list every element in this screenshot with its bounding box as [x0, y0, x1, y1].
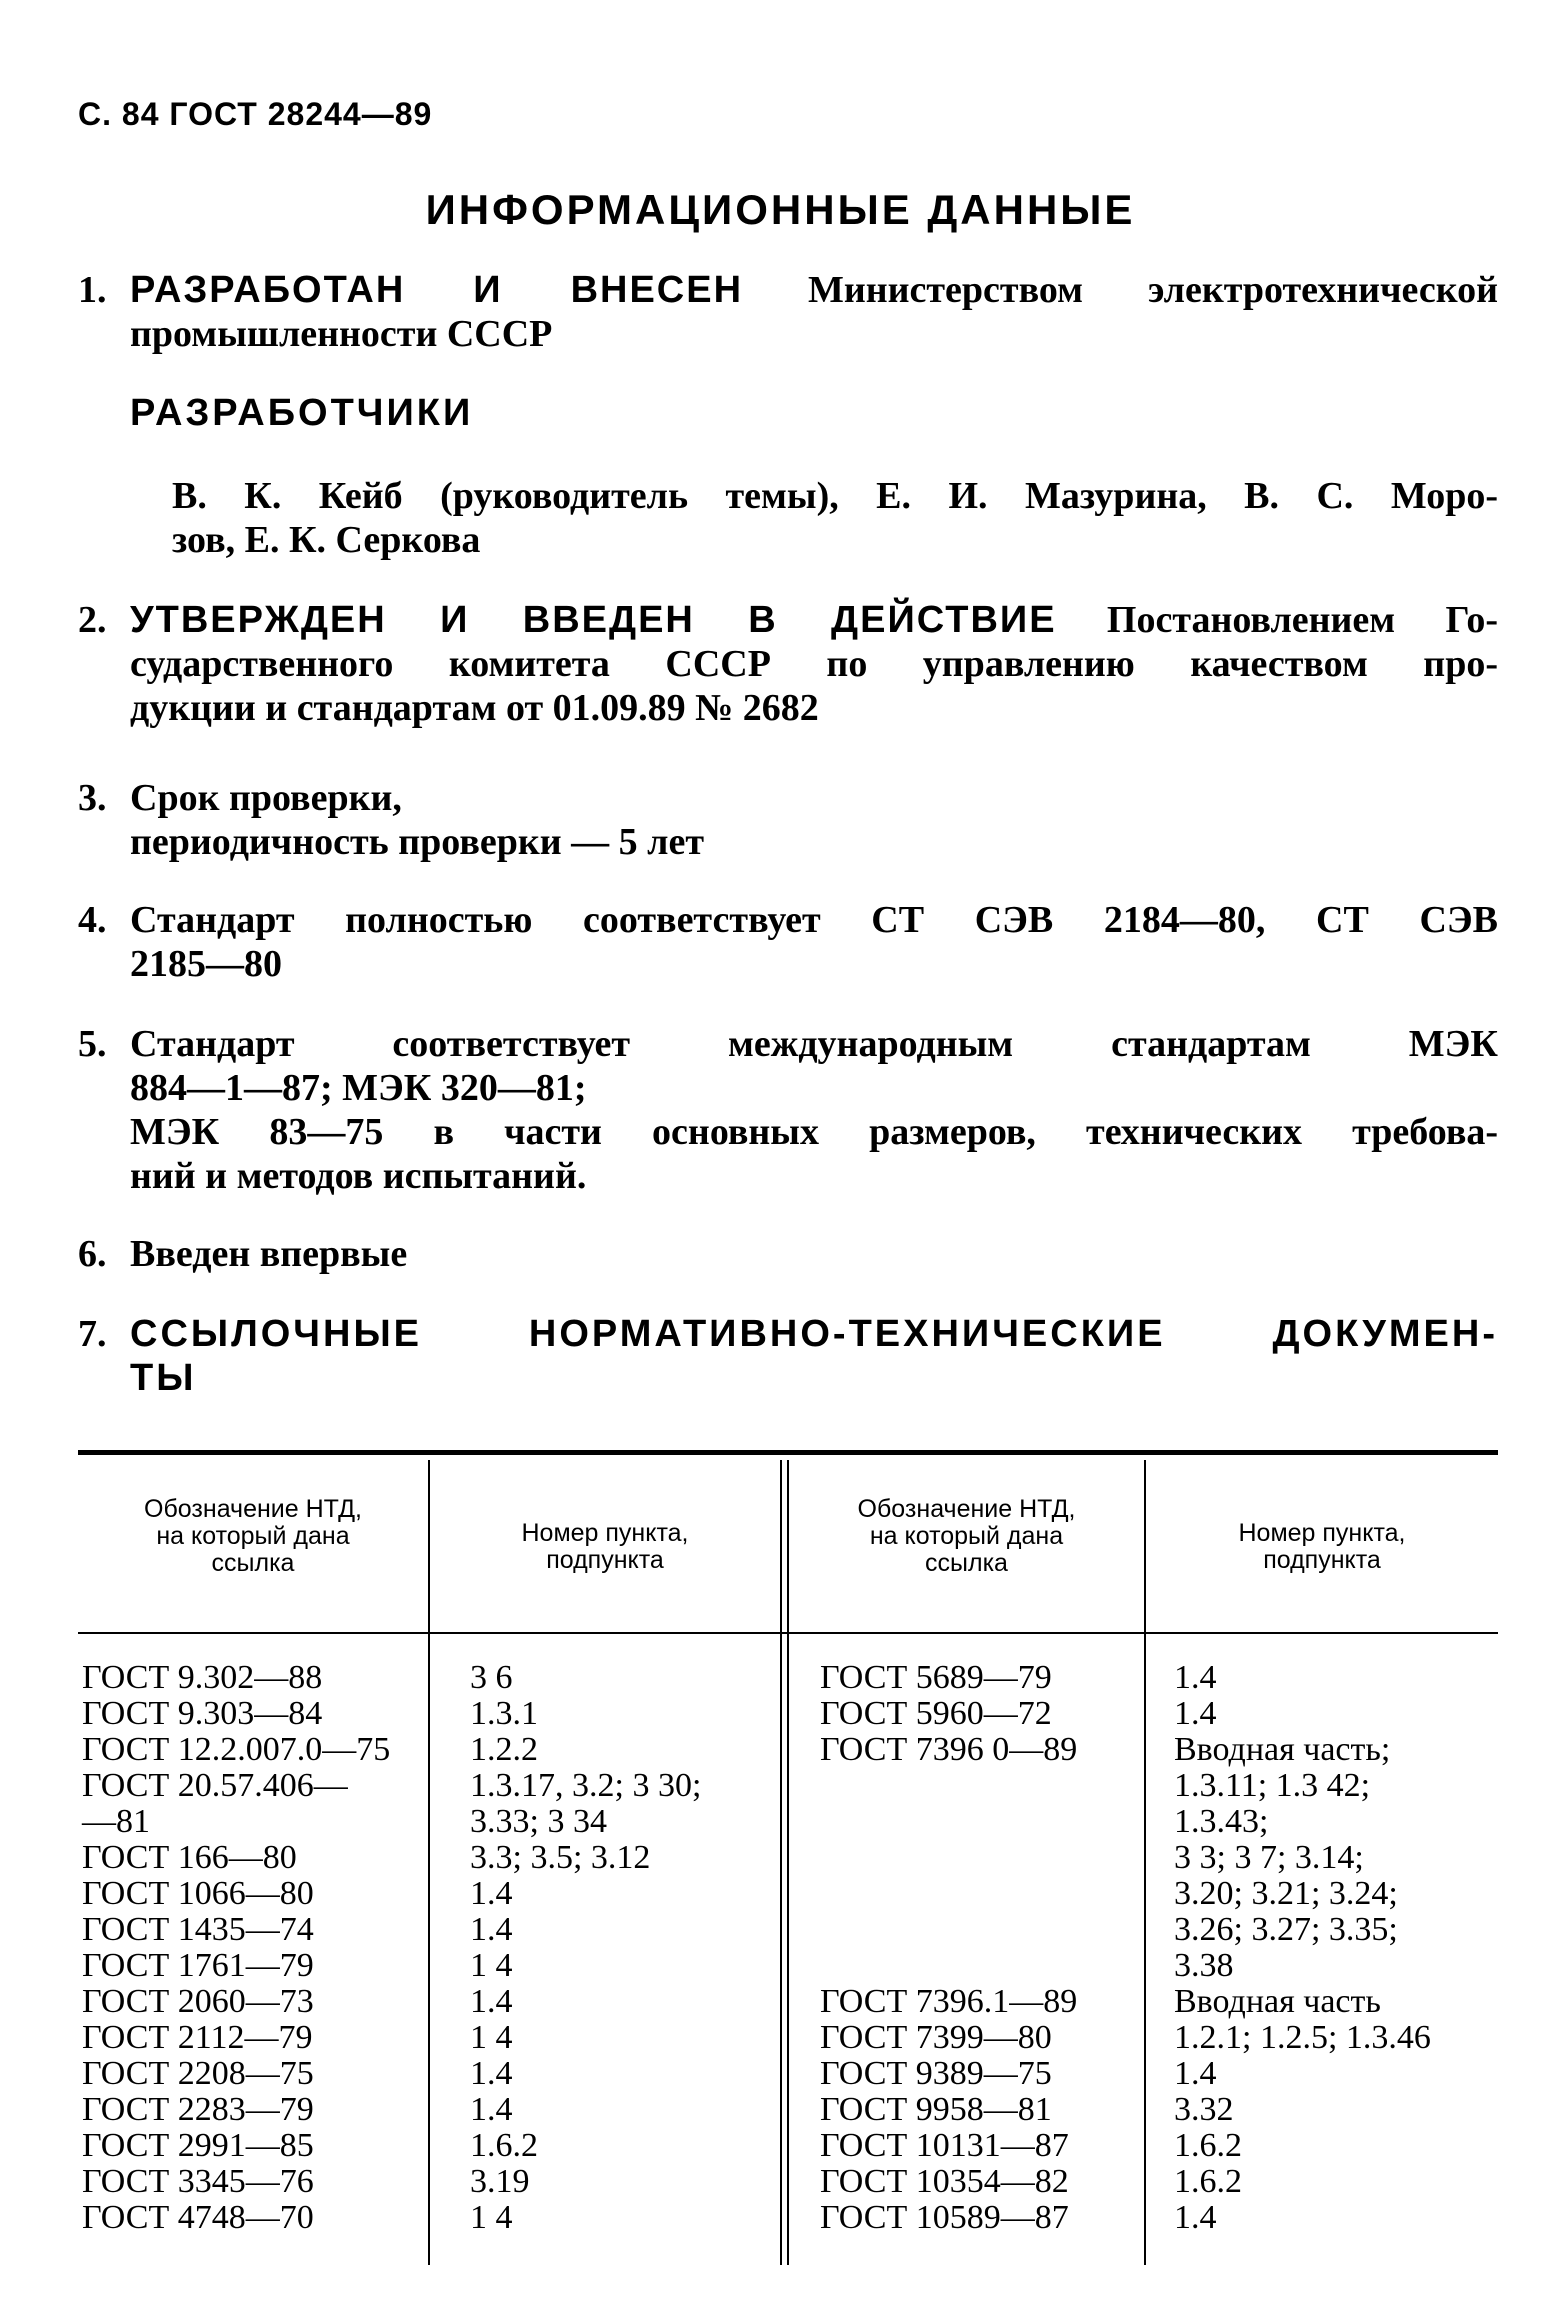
item-text: промышленности СССР	[130, 313, 553, 355]
column-designation-left	[82, 1660, 426, 2236]
table-cell-points: 3.20; 3.21; 3.24;	[1174, 1875, 1398, 1912]
reference-table	[78, 1450, 1498, 2265]
table-cell-points: 3.19	[470, 2163, 530, 2200]
table-cell-designation	[820, 1948, 1140, 1984]
table-cell-designation: ГОСТ 2060—73	[82, 1983, 314, 2020]
table-cell-designation: ГОСТ 2283—79	[82, 2091, 314, 2128]
table-cell-designation: ГОСТ 1435—74	[82, 1911, 314, 1948]
column-divider-double	[780, 1460, 782, 2265]
table-cell-designation: ГОСТ 10354—82	[820, 2163, 1069, 2200]
item-text: Постановлением Го-	[1106, 599, 1498, 641]
table-cell-points: 1.3.17, 3.2; 3 30;	[470, 1767, 702, 1804]
column-header: Обозначение НТД, на который дана ссылка	[857, 1495, 1076, 1577]
table-cell-points: 1.4	[1174, 1659, 1217, 1696]
table-cell-points: 3.38	[1174, 1947, 1234, 1984]
table-cell-points: 1.4	[1174, 2055, 1217, 2092]
table-cell-points: 1 4	[470, 2019, 513, 2056]
table-cell-points: 1.3.43;	[1174, 1803, 1269, 1840]
item-text: 2185—80	[130, 943, 282, 985]
column-header: Номер пункта, подпункта	[521, 1519, 689, 1574]
table-cell-points: 1.2.1; 1.2.5; 1.3.46	[1174, 2019, 1431, 2056]
column-header: Номер пункта, подпункта	[1238, 1519, 1406, 1574]
column-points-left	[470, 1660, 776, 2236]
column-divider	[1144, 1460, 1146, 2265]
column-points-right	[1174, 1660, 1498, 2236]
table-cell-designation: ГОСТ 1066—80	[82, 1875, 314, 1912]
table-cell-points: 3.32	[1174, 2091, 1234, 2128]
page-header: С. 84 ГОСТ 28244—89	[78, 96, 433, 132]
table-cell-points: 1.4	[1174, 2199, 1217, 2236]
table-cell-designation: ГОСТ 7399—80	[820, 2019, 1052, 2056]
item-text: Стандарт соответствует международным стандартам МЭК	[130, 1023, 1498, 1065]
table-cell-designation: ГОСТ 166—80	[82, 1839, 297, 1876]
developers-list	[172, 474, 1498, 562]
item-number: 6.	[78, 1233, 107, 1275]
table-cell-designation: ГОСТ 2208—75	[82, 2055, 314, 2092]
table-cell-points: 1.4	[470, 1875, 513, 1912]
table-cell-designation	[820, 1804, 1140, 1840]
table-cell-designation: ГОСТ 7396.1—89	[820, 1983, 1078, 2020]
table-cell-designation: ГОСТ 4748—70	[82, 2199, 314, 2236]
table-cell-points: 1.4	[470, 1983, 513, 2020]
table-cell-designation: —81	[82, 1803, 150, 1840]
table-cell-points: 1.4	[470, 1911, 513, 1948]
item-number: 2.	[78, 599, 107, 641]
item-number: 1.	[78, 269, 107, 311]
table-cell-designation: ГОСТ 9.303—84	[82, 1695, 323, 1732]
table-cell-designation: ГОСТ 5960—72	[820, 1695, 1052, 1732]
table-cell-designation: ГОСТ 2991—85	[82, 2127, 314, 2164]
item-number: 3.	[78, 777, 107, 819]
developers-heading: РАЗРАБОТЧИКИ	[130, 392, 474, 434]
item-lead: УТВЕРЖДЕН И ВВЕДЕН В ДЕЙСТВИЕ	[130, 599, 1057, 641]
item-text: Введен впервые	[130, 1233, 408, 1275]
table-cell-points: 1.4	[470, 2055, 513, 2092]
item-text: сударственного комитета СССР по управлению качеством про-	[130, 643, 1498, 685]
table-cell-points: 3.26; 3.27; 3.35;	[1174, 1911, 1398, 1948]
table-cell-designation	[820, 1840, 1140, 1876]
table-cell-points: 1.3.11; 1.3 42;	[1174, 1767, 1371, 1804]
item-lead: РАЗРАБОТАН И ВНЕСЕН	[130, 269, 744, 311]
item-number: 4.	[78, 899, 107, 941]
table-cell-designation: ГОСТ 5689—79	[820, 1659, 1052, 1696]
table-cell-designation	[820, 1876, 1140, 1912]
table-cell-points: 1 4	[470, 2199, 513, 2236]
item-text: Стандарт полностью соответствует СТ СЭВ 2184—80, СТ СЭВ	[130, 899, 1498, 941]
developers-text: В. К. Кейб (руководитель темы), Е. И. Мазурина, В. С. Моро-	[172, 475, 1498, 517]
column-header: Обозначение НТД, на который дана ссылка	[144, 1495, 362, 1577]
table-top-rule	[78, 1450, 1498, 1455]
developers-text: зов, Е. К. Серкова	[172, 519, 481, 561]
table-cell-designation	[820, 1912, 1140, 1948]
column-divider-double	[787, 1460, 789, 2265]
item-text: Министерством электротехнической	[807, 269, 1498, 311]
table-cell-points: Вводная часть	[1174, 1983, 1381, 2020]
item-text: ний и методов испытаний.	[130, 1155, 587, 1197]
table-cell-points: 1.4	[1174, 1695, 1217, 1732]
table-cell-points: 1.6.2	[1174, 2127, 1242, 2164]
item-text: ССЫЛОЧНЫЕ НОРМАТИВНО-ТЕХНИЧЕСКИЕ ДОКУМЕН-	[130, 1313, 1498, 1355]
table-cell-points: 3 3; 3 7; 3.14;	[1174, 1839, 1364, 1876]
item-text: дукции и стандартам от 01.09.89 № 2682	[130, 687, 819, 729]
table-cell-designation: ГОСТ 9958—81	[820, 2091, 1052, 2128]
table-cell-points: Вводная часть;	[1174, 1731, 1391, 1768]
table-cell-designation: ГОСТ 10589—87	[820, 2199, 1069, 2236]
table-cell-designation: ГОСТ 2112—79	[82, 2019, 313, 2056]
table-cell-designation: ГОСТ 10131—87	[820, 2127, 1069, 2164]
table-cell-designation: ГОСТ 3345—76	[82, 2163, 314, 2200]
table-cell-designation: ГОСТ 9389—75	[820, 2055, 1052, 2092]
table-cell-designation: ГОСТ 9.302—88	[82, 1659, 323, 1696]
table-cell-points: 3 6	[470, 1659, 513, 1696]
item-text: 884—1—87; МЭК 320—81;	[130, 1067, 587, 1109]
item-text: периодичность проверки — 5 лет	[130, 821, 705, 863]
table-cell-points: 1.2.2	[470, 1731, 538, 1768]
table-cell-points: 1 4	[470, 1947, 513, 1984]
item-text: МЭК 83—75 в части основных размеров, технических требова-	[130, 1111, 1498, 1153]
table-cell-points: 1.4	[470, 2091, 513, 2128]
table-cell-designation	[820, 1768, 1140, 1804]
column-designation-right	[820, 1660, 1140, 2236]
table-cell-designation: ГОСТ 20.57.406—	[82, 1767, 348, 1804]
table-cell-points: 1.6.2	[470, 2127, 538, 2164]
item-text: ТЫ	[130, 1357, 197, 1399]
item-text: Срок проверки,	[130, 777, 402, 819]
page-title: ИНФОРМАЦИОННЫЕ ДАННЫЕ	[425, 186, 1136, 233]
table-cell-designation: ГОСТ 12.2.007.0—75	[82, 1731, 391, 1768]
table-cell-points: 3.3; 3.5; 3.12	[470, 1839, 651, 1876]
table-cell-designation: ГОСТ 1761—79	[82, 1947, 314, 1984]
column-divider	[428, 1460, 430, 2265]
table-cell-designation: ГОСТ 7396 0—89	[820, 1731, 1078, 1768]
table-cell-points: 1.3.1	[470, 1695, 538, 1732]
table-cell-points: 1.6.2	[1174, 2163, 1242, 2200]
table-cell-points: 3.33; 3 34	[470, 1803, 607, 1840]
item-number: 7.	[78, 1313, 107, 1355]
item-number: 5.	[78, 1023, 107, 1065]
